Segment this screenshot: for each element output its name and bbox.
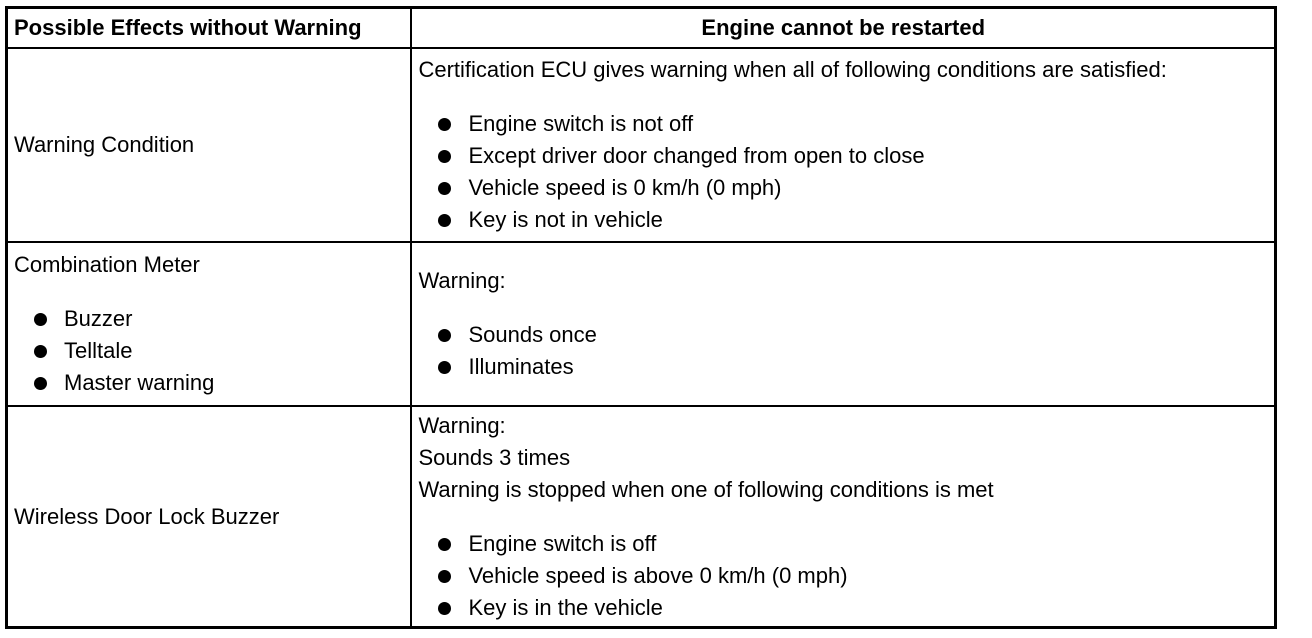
list-item	[418, 528, 1268, 560]
row-label: Combination Meter	[14, 252, 200, 277]
table-header-row	[7, 8, 1276, 49]
row-detail-cell	[411, 406, 1275, 628]
detail-intro-line: Warning is stopped when one of following conditions is met	[418, 476, 994, 502]
bullet-dot-icon	[438, 329, 451, 342]
detail-intro-line: Warning:	[418, 412, 506, 438]
list-item	[418, 319, 1268, 351]
bullet-text: Vehicle speed is above 0 km/h (0 mph)	[468, 562, 848, 588]
list-item	[14, 303, 404, 335]
bullet-dot-icon	[438, 602, 451, 615]
detail-bullet-list	[418, 528, 1268, 624]
bullet-text: Except driver door changed from open to close	[468, 143, 925, 168]
bullet-dot-icon	[438, 214, 451, 227]
detail-bullet-list	[418, 108, 1268, 236]
header-engine-cannot-restart: Engine cannot be restarted	[411, 8, 1275, 49]
list-item	[418, 172, 1268, 204]
bullet-text: Master warning	[64, 370, 215, 395]
row-detail-cell	[411, 242, 1275, 406]
bullet-dot-icon	[438, 150, 451, 163]
bullet-dot-icon	[438, 182, 451, 195]
bullet-text: Illuminates	[468, 354, 574, 379]
label-bullet-list	[14, 303, 404, 399]
bullet-dot-icon	[34, 377, 47, 390]
detail-intro-line: Warning:	[418, 268, 506, 293]
bullet-dot-icon	[34, 345, 47, 358]
bullet-text: Vehicle speed is 0 km/h (0 mph)	[468, 175, 782, 200]
bullet-dot-icon	[438, 361, 451, 374]
bullet-text: Engine switch is not off	[468, 111, 694, 136]
bullet-text: Buzzer	[64, 306, 133, 331]
detail-bullet-list	[418, 319, 1268, 383]
warning-effects-table	[5, 6, 1277, 629]
row-label-cell	[7, 48, 412, 242]
table-row-wireless-door-lock-buzzer	[7, 406, 1276, 628]
list-item	[418, 560, 1268, 592]
list-item	[14, 367, 404, 399]
row-label: Warning Condition	[14, 132, 195, 157]
bullet-text: Sounds once	[468, 322, 597, 347]
table-row-warning-condition	[7, 48, 1276, 242]
detail-intro-line: Certification ECU gives warning when all of following conditions are satisfied:	[418, 57, 1167, 82]
bullet-text: Key is in the vehicle	[468, 594, 663, 620]
list-item	[418, 592, 1268, 624]
list-item	[418, 204, 1268, 236]
bullet-dot-icon	[438, 118, 451, 131]
row-detail-cell	[411, 48, 1275, 242]
list-item	[418, 108, 1268, 140]
list-item	[14, 335, 404, 367]
bullet-dot-icon	[438, 538, 451, 551]
bullet-text: Key is not in vehicle	[468, 207, 663, 232]
bullet-dot-icon	[438, 570, 451, 583]
table-row-combination-meter	[7, 242, 1276, 406]
list-item	[418, 351, 1268, 383]
header-possible-effects: Possible Effects without Warning	[7, 8, 412, 49]
row-label: Wireless Door Lock Buzzer	[14, 503, 280, 529]
row-label-cell	[7, 242, 412, 406]
bullet-text: Engine switch is off	[468, 530, 657, 556]
row-label-cell	[7, 406, 412, 628]
bullet-dot-icon	[34, 313, 47, 326]
bullet-text: Telltale	[64, 338, 133, 363]
list-item	[418, 140, 1268, 172]
detail-intro-line: Sounds 3 times	[418, 444, 571, 470]
